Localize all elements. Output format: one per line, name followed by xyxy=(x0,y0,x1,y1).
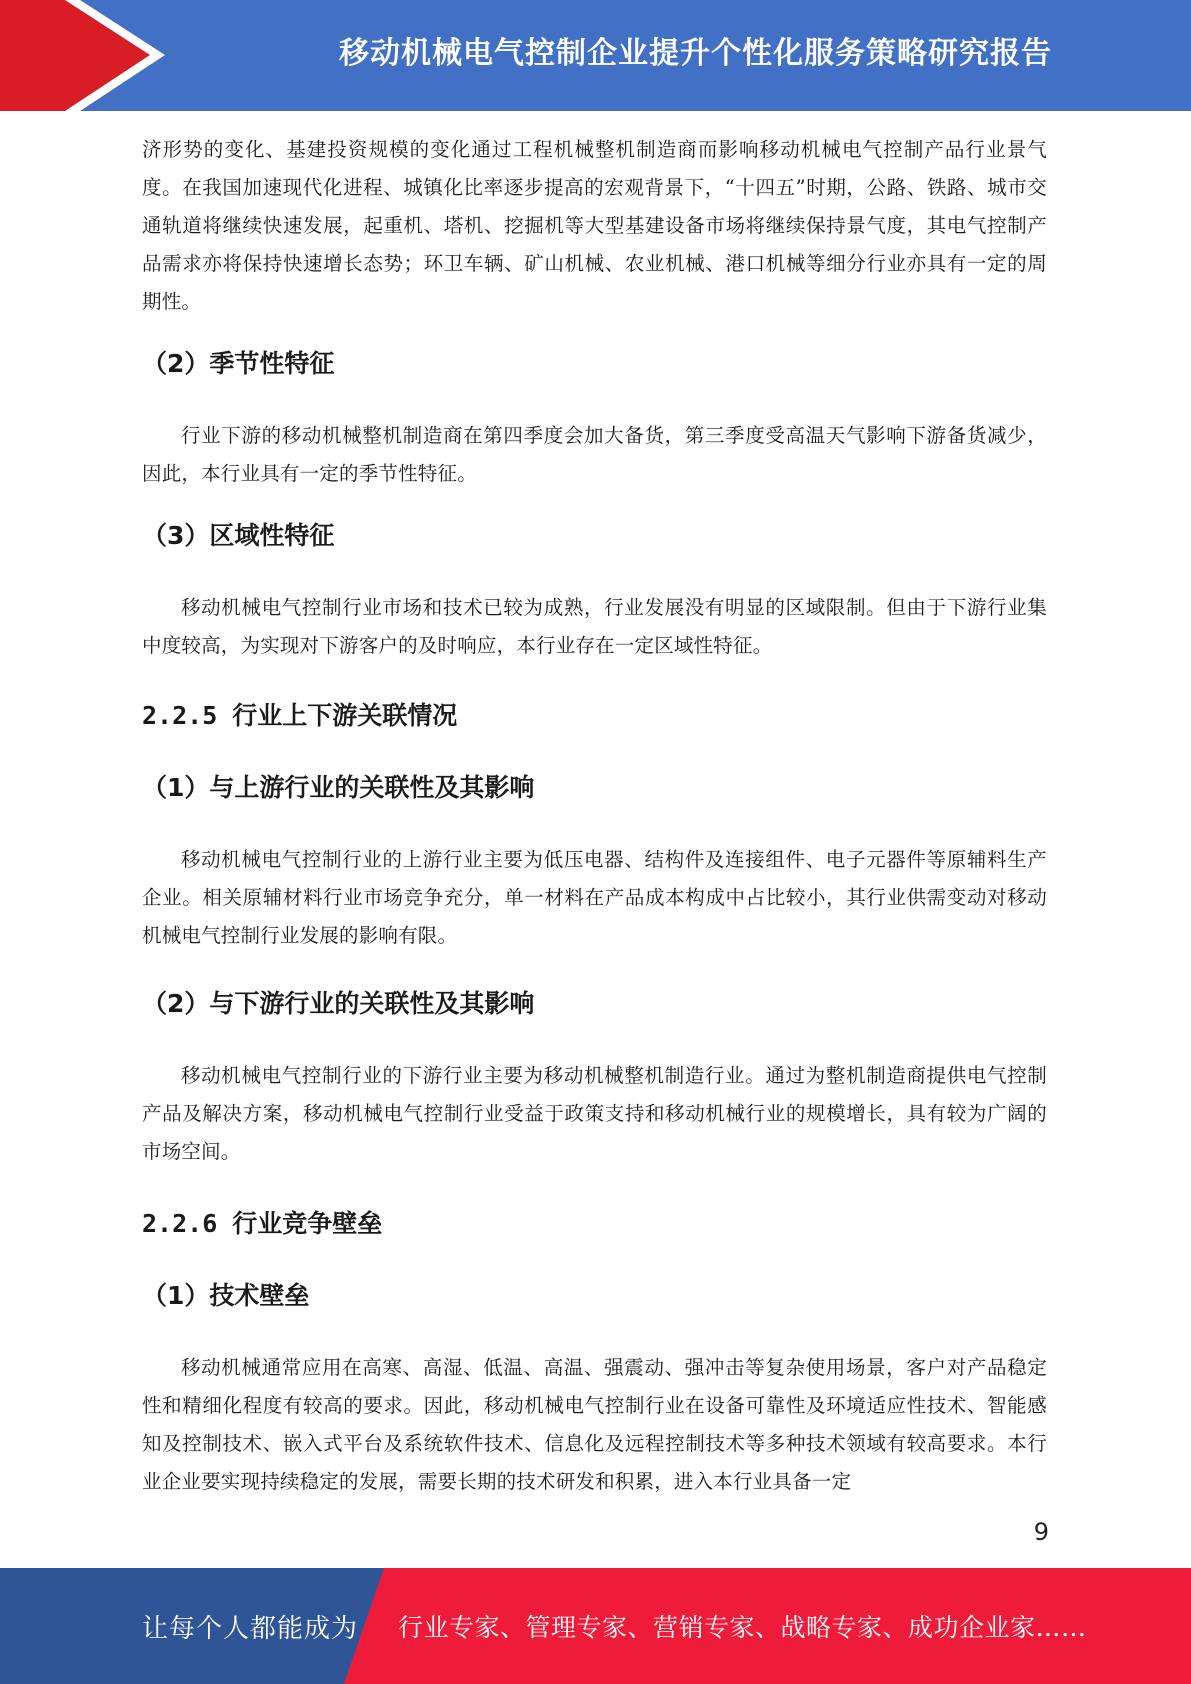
heading-seasonal: （2）季节性特征 xyxy=(142,349,335,378)
paragraph-regional: 移动机械电气控制行业市场和技术已较为成熟，行业发展没有明显的区域限制。但由于下游行业集中度较高，为实现对下游客户的及时响应，本行业存在一定区域性特征。 xyxy=(142,596,1047,657)
paragraph-seasonal: 行业下游的移动机械整机制造商在第四季度会加大备货，第三季度受高温天气影响下游备货减少，因此，本行业具有一定的季节性特征。 xyxy=(142,424,1047,485)
paragraph-cyclical: 济形势的变化、基建投资规模的变化通过工程机械整机制造商而影响移动机械电气控制产品行业景气度。在我国加速现代化进程、城镇化比率逐步提高的宏观背景下，“十四五”时期，公路、铁路、城市交通轨道将继续快速发展，起重机、塔机、挖掘机等大型基建设备市场将继续保持景气度，其电气控制产品需求亦将保持快速增长态势；环卫车辆、矿山机械、农业机械、港口机械等细分行业亦具有一定的周期性。 xyxy=(142,138,1047,313)
paragraph-upstream: 移动机械电气控制行业的上游行业主要为低压电器、结构件及连接组件、电子元器件等原辅料生产企业。相关原辅材料行业市场竞争充分，单一材料在产品成本构成中占比较小，其行业供需变动对移动机械电气控制行业发展的影响有限。 xyxy=(142,848,1047,947)
report-title: 移动机械电气控制企业提升个性化服务策略研究报告 xyxy=(339,36,1052,71)
paragraph-tech-barrier: 移动机械通常应用在高寒、高湿、低温、高温、强震动、强冲击等复杂使用场景，客户对产品稳定性和精细化程度有较高的要求。因此，移动机械电气控制行业在设备可靠性及环境适应性技术、智能感知及控制技术、嵌入式平台及系统软件技术、信息化及远程控制技术等多种技术领域有较高要求。本行业企业要实现持续稳定的发展，需要长期的技术研发和积累，进入本行业具备一定 xyxy=(142,1356,1047,1493)
footer-banner xyxy=(0,1568,1191,1684)
heading-regional: （3）区域性特征 xyxy=(142,521,335,550)
page-body xyxy=(142,131,1047,1501)
heading-tech-barrier: （1）技术壁垒 xyxy=(142,1281,310,1310)
section-heading-2-2-6: 2.2.6 行业竞争壁垒 xyxy=(142,1209,383,1238)
heading-downstream: （2）与下游行业的关联性及其影响 xyxy=(142,989,535,1018)
page-number: 9 xyxy=(1033,1518,1049,1546)
header-banner xyxy=(0,0,1191,111)
paragraph-downstream: 移动机械电气控制行业的下游行业主要为移动机械整机制造行业。通过为整机制造商提供电气控制产品及解决方案，移动机械电气控制行业受益于政策支持和移动机械行业的规模增长，具有较为广阔的市场空间。 xyxy=(142,1064,1047,1163)
section-heading-2-2-5: 2.2.5 行业上下游关联情况 xyxy=(142,701,458,730)
footer-slogan-right: 行业专家、管理专家、营销专家、战略专家、成功企业家…… xyxy=(398,1613,1087,1642)
footer-slogan-left: 让每个人都能成为 xyxy=(142,1613,359,1644)
heading-upstream: （1）与上游行业的关联性及其影响 xyxy=(142,773,535,802)
